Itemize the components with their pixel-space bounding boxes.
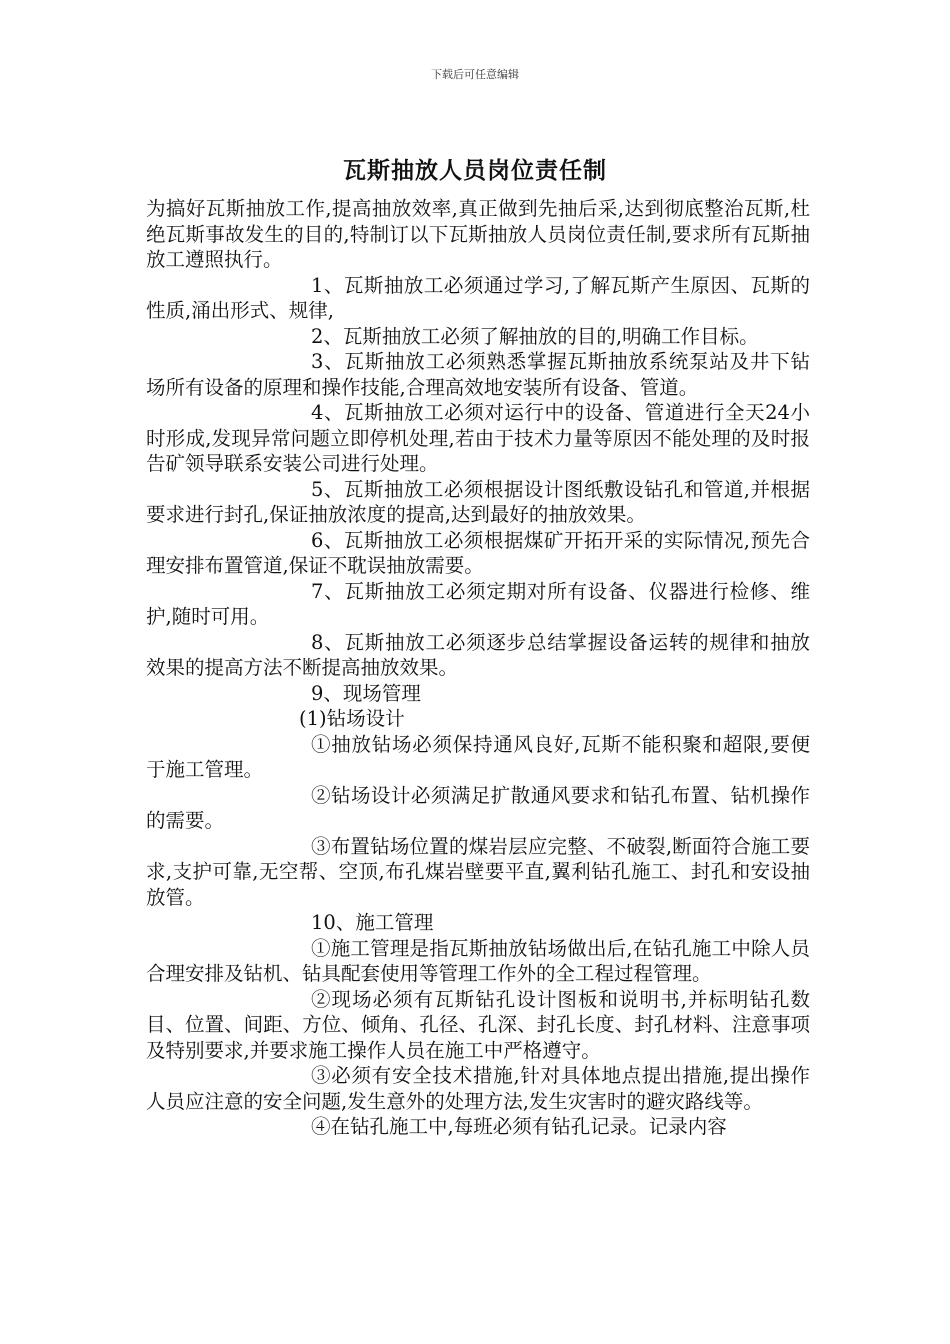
document-title: 瓦斯抽放人员岗位责任制 <box>343 157 607 184</box>
paragraph-construction-item-1: ①施工管理是指瓦斯抽放钻场做出后,在钻孔施工中除人员合理安排及钻机、钻具配套使用等管理工作外的全工程过程管理。 <box>146 936 810 985</box>
document-body <box>146 196 810 1140</box>
paragraph-item-3: 3、瓦斯抽放工必须熟悉掌握瓦斯抽放系统泵站及井下钻场所有设备的原理和操作技能,合理高效地安装所有设备、管道。 <box>146 350 810 399</box>
paragraph-sub-item-3: ③布置钻场位置的煤岩层应完整、不破裂,断面符合施工要求,支护可靠,无空帮、空顶,布孔煤岩壁要平直,翼利钻孔施工、封孔和安设抽放管。 <box>146 834 810 909</box>
paragraph-item-7: 7、瓦斯抽放工必须定期对所有设备、仪器进行检修、维护,随时可用。 <box>146 579 810 628</box>
paragraph-sub-item-1: ①抽放钻场必须保持通风良好,瓦斯不能积聚和超限,要便于施工管理。 <box>146 732 810 781</box>
paragraph-construction-item-2: ②现场必须有瓦斯钻孔设计图板和说明书,并标明钻孔数目、位置、间距、方位、倾角、孔径、孔深、封孔长度、封孔材料、注意事项及特别要求,并要求施工操作人员在施工中严格遵守。 <box>146 987 810 1062</box>
paragraph-item-5: 5、瓦斯抽放工必须根据设计图纸敷设钻孔和管道,并根据要求进行封孔,保证抽放浓度的提高,达到最好的抽放效果。 <box>146 477 810 526</box>
subsection-heading-drill-site-design: (1)钻场设计 <box>299 707 405 730</box>
paragraph-intro: 为搞好瓦斯抽放工作,提高抽放效率,真正做到先抽后采,达到彻底整治瓦斯,杜绝瓦斯事故发生的目的,特制订以下瓦斯抽放人员岗位责任制,要求所有瓦斯抽放工遵照执行。 <box>146 197 810 271</box>
header-note: 下载后可任意编辑 <box>431 68 519 81</box>
section-heading-9: 9、现场管理 <box>311 681 421 705</box>
paragraph-item-1: 1、瓦斯抽放工必须通过学习,了解瓦斯产生原因、瓦斯的性质,涌出形式、规律, <box>146 273 810 322</box>
paragraph-item-2: 2、瓦斯抽放工必须了解抽放的目的,明确工作目标。 <box>311 324 759 348</box>
paragraph-item-8: 8、瓦斯抽放工必须逐步总结掌握设备运转的规律和抽放效果的提高方法不断提高抽放效果。 <box>146 630 810 679</box>
paragraph-construction-item-4: ④在钻孔施工中,每班必须有钻孔记录。记录内容 <box>311 1115 727 1138</box>
paragraph-item-4: 4、瓦斯抽放工必须对运行中的设备、管道进行全天24小时形成,发现异常问题立即停机处理,若由于技术力量等原因不能处理的及时报告矿领导联系安装公司进行处理。 <box>146 401 810 475</box>
paragraph-construction-item-3: ③必须有安全技术措施,针对具体地点提出措施,提出操作人员应注意的安全问题,发生意外的处理方法,发生灾害时的避灾路线等。 <box>146 1064 810 1113</box>
paragraph-item-6: 6、瓦斯抽放工必须根据煤矿开拓开采的实际情况,预先合理安排布置管道,保证不耽误抽放需要。 <box>146 528 810 577</box>
paragraph-sub-item-2: ②钻场设计必须满足扩散通风要求和钻孔布置、钻机操作的需要。 <box>146 783 810 832</box>
section-heading-10: 10、施工管理 <box>311 911 434 934</box>
